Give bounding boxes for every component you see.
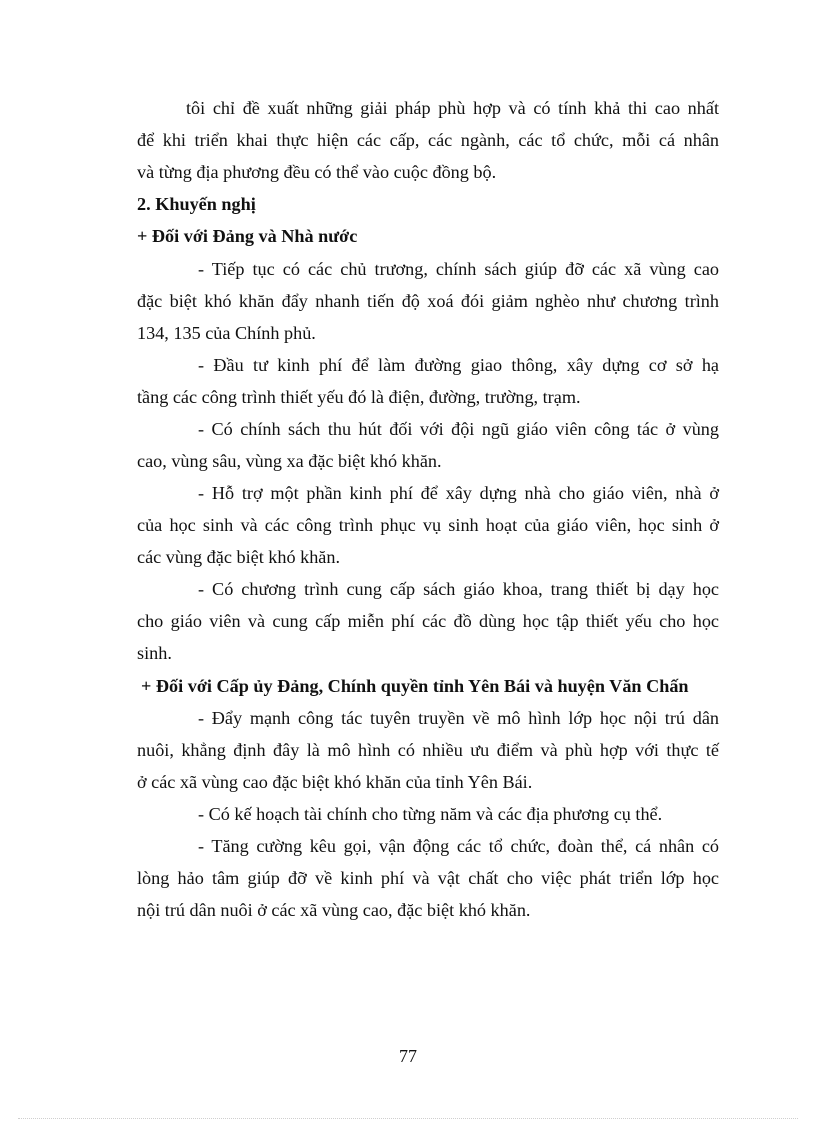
paragraph-line: các vùng đặc biệt khó khăn. [137, 547, 341, 567]
paragraph-line: và từng địa phương đều có thể vào cuộc đồng bộ. [137, 162, 497, 182]
paragraph-line: lòng hảo tâm giúp đỡ về kinh phí và vật chất cho việc phát triển lớp học [137, 868, 719, 888]
paragraph-line: cho giáo viên và cung cấp miễn phí các đồ dùng học tập thiết yếu cho học [137, 611, 719, 631]
paragraph-line: đặc biệt khó khăn đẩy nhanh tiến độ xoá đói giảm nghèo như chương trình [137, 291, 719, 311]
paragraph-line: nuôi, khẳng định đây là mô hình có nhiều ưu điểm và phù hợp với thực tế [137, 740, 719, 760]
paragraph-line: để khi triển khai thực hiện các cấp, các ngành, các tổ chức, mỗi cá nhân [137, 130, 719, 150]
paragraph-line: tầng các công trình thiết yếu đó là điện, đường, trường, trạm. [137, 387, 581, 407]
paragraph-line: - Tiếp tục có các chủ trương, chính sách giúp đỡ các xã vùng cao [198, 259, 719, 279]
page-bottom-divider [18, 1118, 798, 1119]
paragraph-line: cao, vùng sâu, vùng xa đặc biệt khó khăn. [137, 451, 442, 471]
paragraph-line: - Có kế hoạch tài chính cho từng năm và các địa phương cụ thể. [198, 804, 663, 824]
paragraph-line: - Có chương trình cung cấp sách giáo khoa, trang thiết bị dạy học [198, 579, 719, 599]
paragraph-line: - Hỗ trợ một phần kinh phí để xây dựng nhà cho giáo viên, nhà ở [198, 483, 719, 503]
paragraph-line: tôi chỉ đề xuất những giải pháp phù hợp và có tính khả thi cao nhất [186, 98, 719, 118]
paragraph-line: ở các xã vùng cao đặc biệt khó khăn của tỉnh Yên Bái. [137, 772, 533, 792]
paragraph-line: của học sinh và các công trình phục vụ sinh hoạt của giáo viên, học sinh ở [137, 515, 719, 535]
paragraph-line: sinh. [137, 643, 172, 663]
page-number: 77 [399, 1046, 417, 1066]
paragraph-line: 134, 135 của Chính phủ. [137, 323, 316, 343]
subsection-heading: + Đối với Cấp ủy Đảng, Chính quyền tỉnh Yên Bái và huyện Văn Chấn [141, 676, 689, 696]
paragraph-line: - Có chính sách thu hút đối với đội ngũ giáo viên công tác ở vùng [198, 419, 719, 439]
paragraph-line: - Tăng cường kêu gọi, vận động các tổ chức, đoàn thể, cá nhân có [198, 836, 719, 856]
subsection-heading: + Đối với Đảng và Nhà nước [137, 226, 358, 246]
section-heading: 2. Khuyến nghị [137, 194, 256, 214]
paragraph-line: - Đầu tư kinh phí để làm đường giao thông, xây dựng cơ sở hạ [198, 355, 719, 375]
paragraph-line: - Đẩy mạnh công tác tuyên truyền về mô hình lớp học nội trú dân [198, 708, 719, 728]
paragraph-line: nội trú dân nuôi ở các xã vùng cao, đặc biệt khó khăn. [137, 900, 531, 920]
